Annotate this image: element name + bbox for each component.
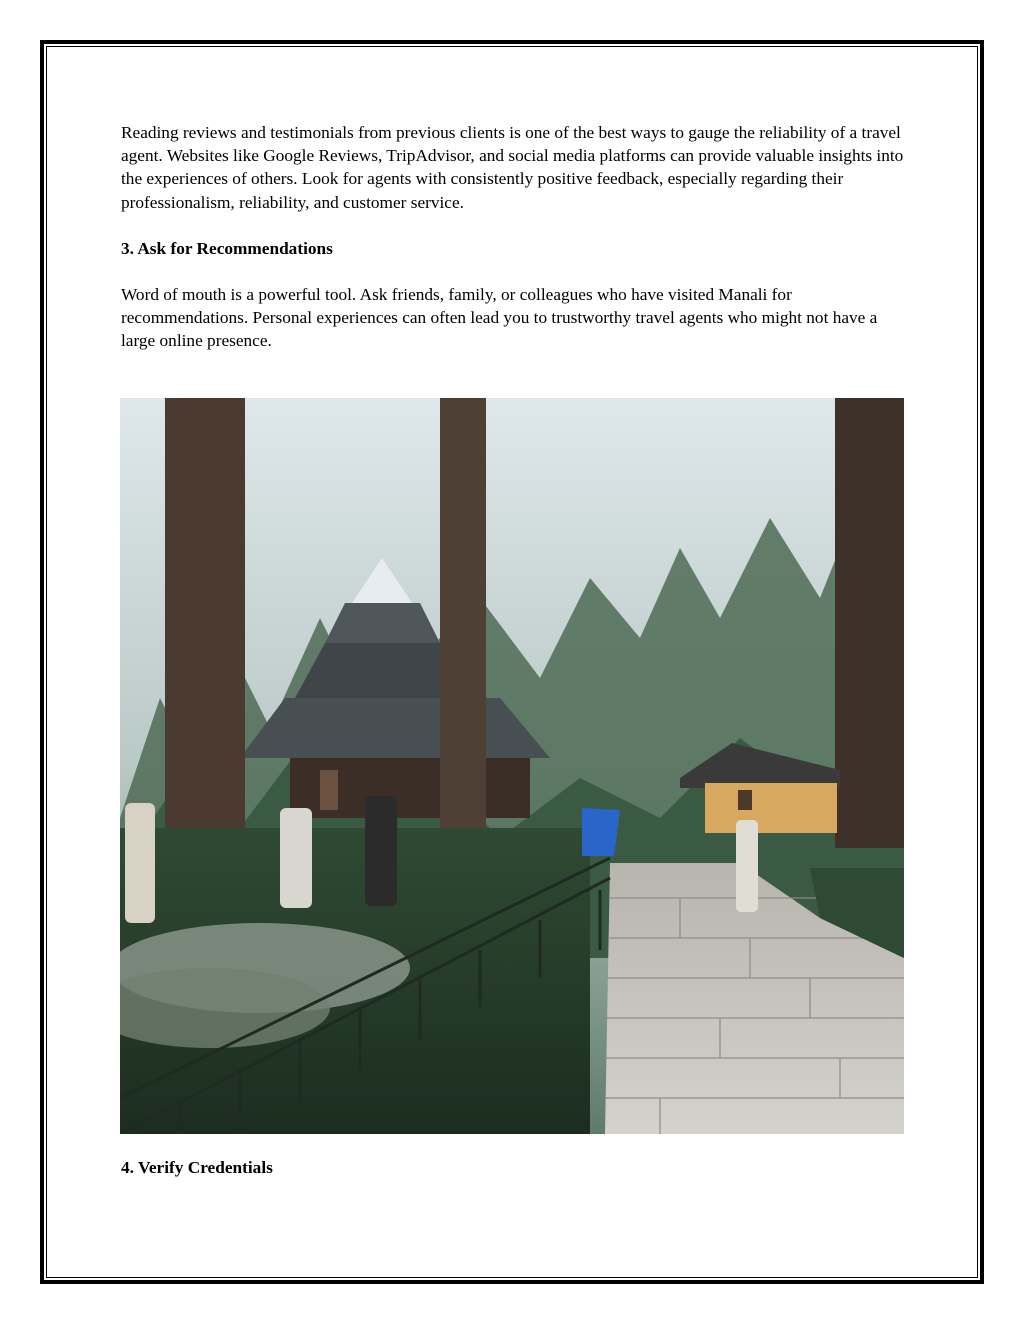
- reviews-paragraph: Reading reviews and testimonials from previous clients is one of the best ways to gauge the reliability of a travel agent. Websites like Google Reviews, TripAdvisor, and social media platforms can provide valuable insights into the experiences of others. Look for agents with consistently positive feedback, especially regarding their professionalism, reliability, and customer service.: [121, 123, 904, 212]
- section-heading-recommendations: 3. Ask for Recommendations: [121, 238, 333, 258]
- recommendations-paragraph: Word of mouth is a powerful tool. Ask friends, family, or colleagues who have visited Manali for recommendations. Personal experiences can often lead you to trustworthy travel agents who might not have a large online presence.: [121, 285, 878, 351]
- temple-forest-photo: [120, 398, 904, 1134]
- document-body: [121, 121, 906, 353]
- section-heading-credentials: 4. Verify Credentials: [121, 1158, 273, 1177]
